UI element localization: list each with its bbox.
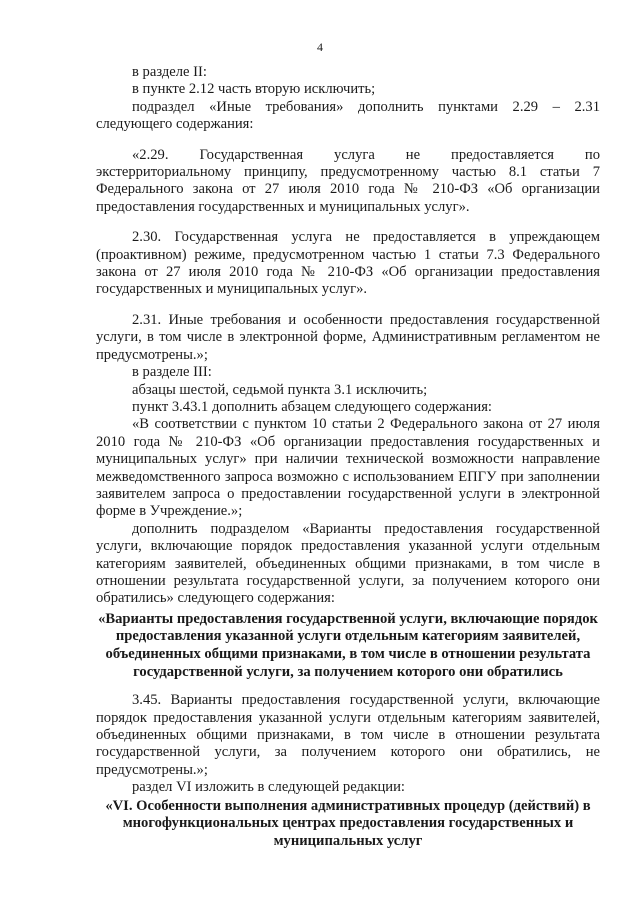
paragraph: раздел VI изложить в следующей редакции: [132,779,405,796]
paragraph: 2.30. Государственная услуга не предоставляется в упреждающем (проактивном) режиме, предусмотренном частью 1 статьи 7.3 Федерального закона от 27 июля 2010 года № 210-ФЗ «Об организации предоставления государственных и муниципальных услуг». [96,229,600,298]
paragraph: 2.31. Иные требования и особенности предоставления государственной услуги, в том числе в электронной форме, Административным регламентом не предусмотрены.»; [96,311,600,363]
section-heading: «VI. Особенности выполнения административных процедур (действий) в многофункциональных центрах предоставления государственных и муниципальных услуг [105,797,591,849]
paragraph: дополнить подразделом «Варианты предоставления государственной услуги, включающие порядок предоставления указанной услуги отдельным категориям заявителей, объединенных общими признаками, в том числе в отношении результата государственной услуги, за получением которого они обратились» следующего содержания: [96,520,600,607]
page-number: 4 [317,40,323,54]
section-heading: «Варианты предоставления государственной услуги, включающие порядок предоставления указанной услуги отдельным категориям заявителей, объединенных общими признаками, в том числе в отношении результата государственной услуги, за получением которого они обратились [98,610,598,680]
paragraph: пункт 3.43.1 дополнить абзацем следующего содержания: [132,398,492,415]
document-body [96,64,600,850]
paragraph: «2.29. Государственная услуга не предоставляется по экстерриториальному принципу, предусмотренному частью 8.1 статьи 7 Федерального закона от 27 июля 2010 года № 210-ФЗ «Об организации предоставления государственных и муниципальных услуг». [96,146,600,215]
paragraph: «В соответствии с пунктом 10 статьи 2 Федерального закона от 27 июля 2010 года № 210-ФЗ «Об организации предоставления государственных и муниципальных услуг» при наличии технической возможности направление межведомственного запроса возможно с использованием ЕПГУ при заполнении заявителем запроса о предоставлении государственной услуги в электронной форме в Учреждение.»; [96,416,600,520]
paragraph: абзацы шестой, седьмой пункта 3.1 исключить; [132,381,428,398]
paragraph: в разделе II: [132,64,207,80]
paragraph: в пункте 2.12 часть вторую исключить; [132,81,376,98]
paragraph: в разделе III: [132,364,212,381]
paragraph: 3.45. Варианты предоставления государственной услуги, включающие порядок предоставления указанной услуги отдельным категориям заявителей, объединенных общими признаками, в том числе в отношении результата государственной услуги, за получением которого они обратились, не предусмотрены.»; [96,692,600,778]
paragraph: подраздел «Иные требования» дополнить пунктами 2.29 – 2.31 следующего содержания: [96,98,600,133]
